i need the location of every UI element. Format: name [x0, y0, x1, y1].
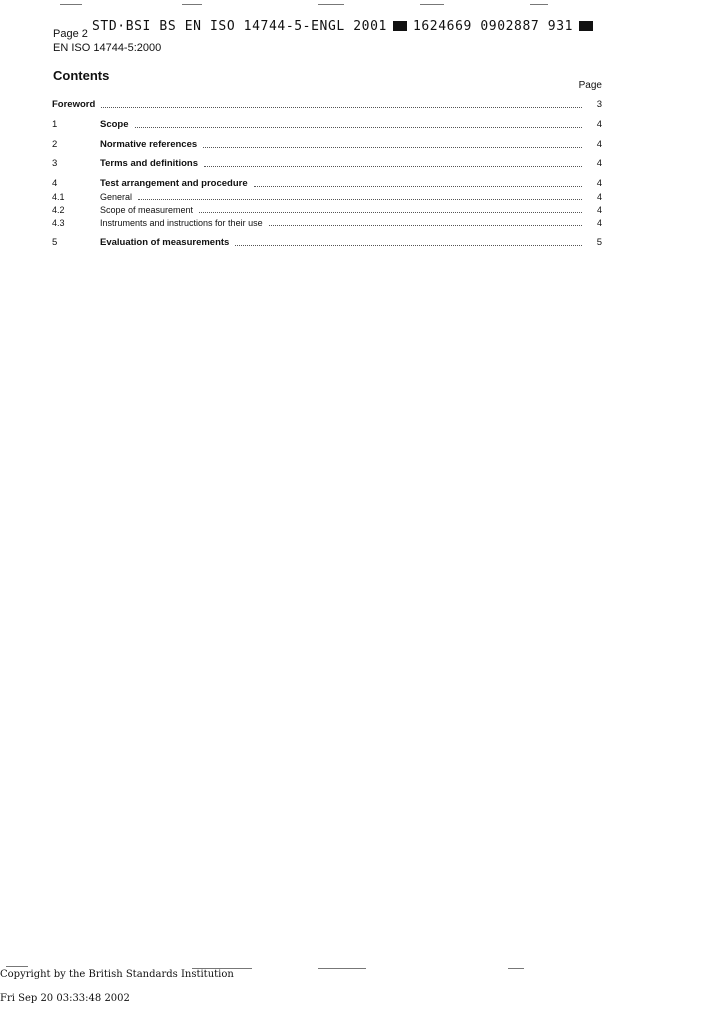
toc-entry-page: 4 [596, 178, 602, 189]
toc-entry-4-1[interactable] [52, 190, 602, 203]
toc-entry-2[interactable] [52, 138, 602, 151]
toc-entry-1[interactable] [52, 118, 602, 131]
toc-entry-3[interactable] [52, 157, 602, 170]
toc-entry-title: Test arrangement and procedure [100, 178, 248, 189]
scan-mark [182, 4, 202, 5]
toc-entry-page: 4 [596, 139, 602, 150]
stamp-right: 1624669 0902887 931 [412, 19, 574, 34]
dot-leader [138, 199, 582, 200]
dot-leader [199, 212, 582, 213]
scan-mark [530, 4, 548, 5]
stamp-left: STD·BSI BS EN ISO 14744-5-ENGL 2001 [92, 19, 387, 34]
toc-entry-number: 4.1 [52, 192, 65, 202]
contents-heading: Contents [53, 68, 110, 83]
toc-entry-number: 5 [52, 237, 58, 248]
scan-mark [60, 4, 82, 5]
document-stamp [92, 19, 599, 34]
toc-entry-title: Terms and definitions [100, 158, 199, 169]
toc-entry-4-2[interactable] [52, 203, 602, 216]
redaction-block [393, 21, 407, 31]
toc-entry-page: 4 [596, 119, 602, 130]
dot-leader [235, 245, 582, 246]
toc-entry-title: Foreword [52, 99, 96, 110]
toc-entry-number: 1 [52, 119, 58, 130]
toc-entry-page: 3 [596, 99, 602, 110]
toc-entry-page: 4 [596, 205, 602, 215]
toc-entry-page: 4 [596, 218, 602, 228]
toc-entry-title: Scope of measurement [100, 205, 194, 215]
dot-leader [254, 186, 582, 187]
toc-entry-number: 4.3 [52, 218, 65, 228]
toc-entry-title: Normative references [100, 139, 198, 150]
dot-leader [203, 147, 582, 148]
toc-entry-number: 3 [52, 158, 58, 169]
dot-leader [135, 127, 582, 128]
document-id: EN ISO 14744-5:2000 [53, 42, 162, 54]
toc-entry-4[interactable] [52, 177, 602, 190]
toc-entry-title: Evaluation of measurements [100, 237, 230, 248]
dot-leader [204, 166, 582, 167]
scan-mark [508, 968, 524, 969]
scan-mark [318, 4, 344, 5]
dot-leader [101, 107, 582, 108]
toc-entry-title: Instruments and instructions for their use [100, 218, 263, 228]
toc-entry-5[interactable] [52, 236, 602, 249]
toc-entry-page: 5 [596, 237, 602, 248]
page-column-heading: Page [578, 80, 602, 91]
scan-mark [318, 968, 366, 969]
copyright-notice: Copyright by the British Standards Institution [0, 969, 234, 980]
redaction-block [579, 21, 593, 31]
page-label: Page 2 [53, 28, 88, 40]
toc-entry-number: 4.2 [52, 205, 65, 215]
toc-entry-number: 4 [52, 178, 58, 189]
toc-entry-number: 2 [52, 139, 58, 150]
toc-entry-title: Scope [100, 119, 129, 130]
toc-entry-page: 4 [596, 158, 602, 169]
toc-entry-4-3[interactable] [52, 216, 602, 229]
toc-entry-title: General [100, 192, 133, 202]
toc-entry-page: 4 [596, 192, 602, 202]
dot-leader [269, 225, 582, 226]
scan-mark [6, 966, 28, 967]
scan-mark [420, 4, 444, 5]
print-timestamp: Fri Sep 20 03:33:48 2002 [0, 993, 130, 1004]
toc-entry-foreword[interactable] [52, 98, 602, 111]
